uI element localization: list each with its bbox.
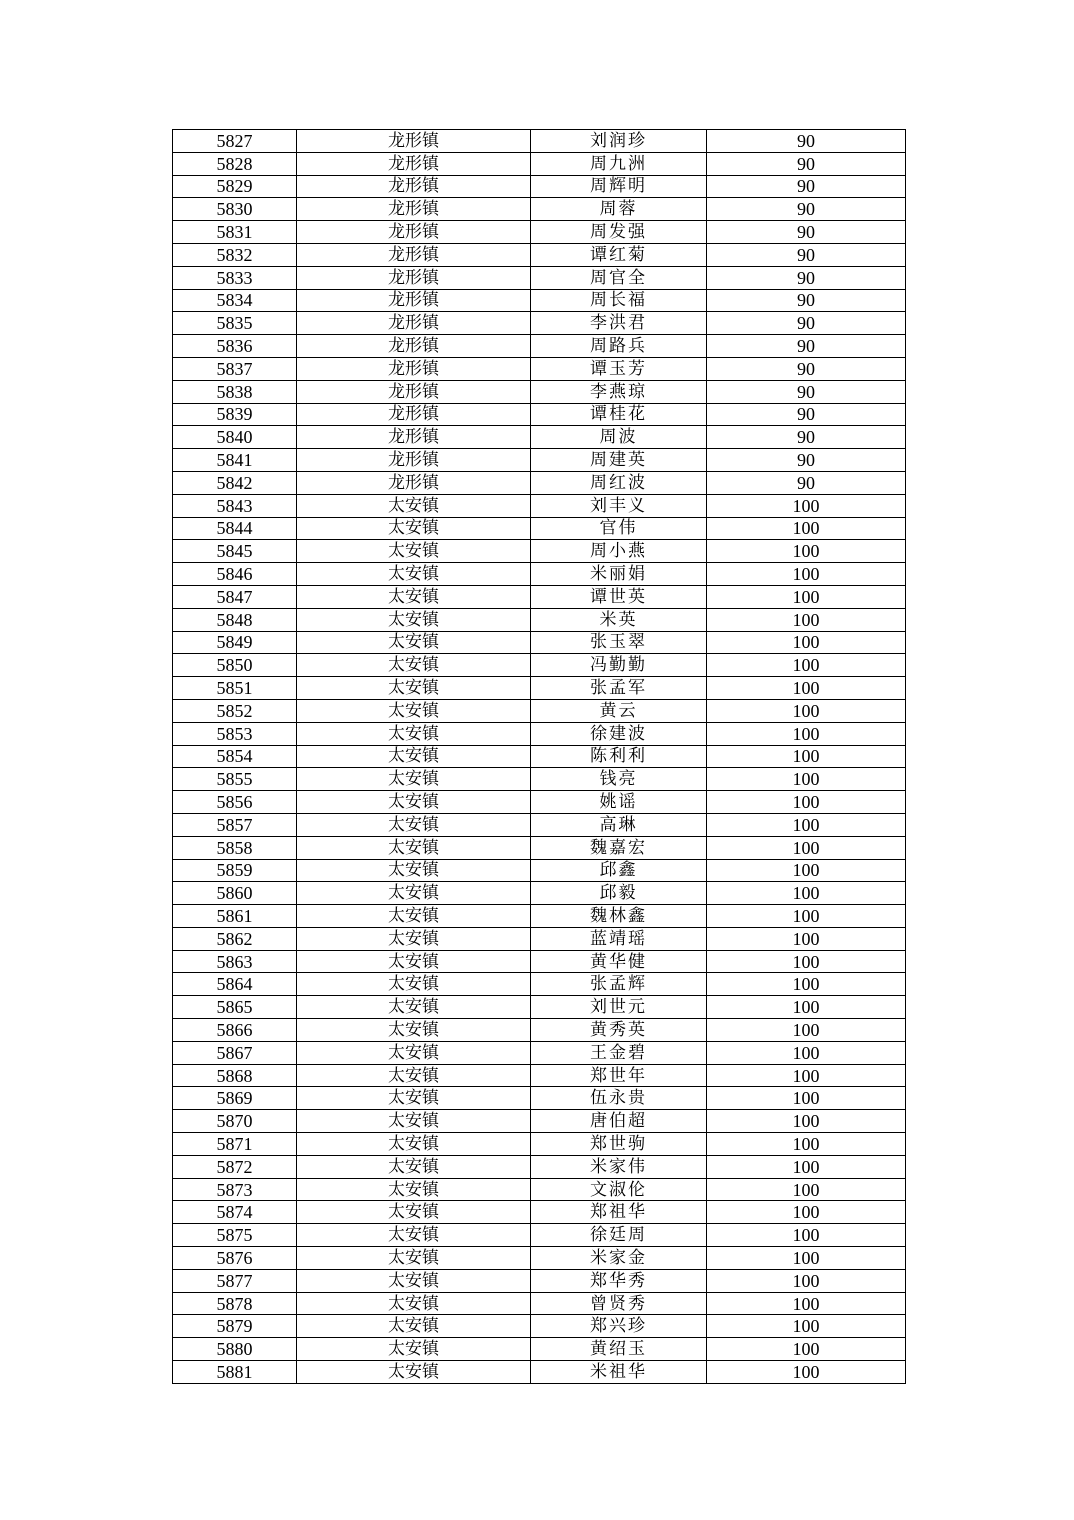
town-name-cell: 太安镇: [297, 1019, 531, 1042]
amount-cell: 90: [707, 426, 906, 449]
amount-cell: 90: [707, 152, 906, 175]
amount-cell: 90: [707, 471, 906, 494]
amount-cell: 100: [707, 973, 906, 996]
town-name-cell: 太安镇: [297, 1110, 531, 1133]
table-row: [173, 1133, 906, 1156]
amount-cell: 90: [707, 357, 906, 380]
amount-cell: 100: [707, 996, 906, 1019]
person-name-cell: 周长福: [531, 289, 707, 312]
person-name-cell: 魏嘉宏: [531, 836, 707, 859]
amount-cell: 100: [707, 699, 906, 722]
row-number-cell: 5831: [173, 221, 297, 244]
town-name-cell: 太安镇: [297, 882, 531, 905]
amount-cell: 100: [707, 882, 906, 905]
table-row: [173, 768, 906, 791]
town-name-cell: 龙形镇: [297, 243, 531, 266]
person-name-cell: 米家伟: [531, 1155, 707, 1178]
person-name-cell: 邱鑫: [531, 859, 707, 882]
person-name-cell: 周波: [531, 426, 707, 449]
town-name-cell: 太安镇: [297, 1201, 531, 1224]
table-row: [173, 426, 906, 449]
row-number-cell: 5836: [173, 335, 297, 358]
person-name-cell: 周蓉: [531, 198, 707, 221]
row-number-cell: 5833: [173, 266, 297, 289]
row-number-cell: 5838: [173, 380, 297, 403]
table-row: [173, 494, 906, 517]
amount-cell: 100: [707, 745, 906, 768]
town-name-cell: 太安镇: [297, 950, 531, 973]
town-name-cell: 太安镇: [297, 768, 531, 791]
table-row: [173, 130, 906, 153]
town-name-cell: 太安镇: [297, 1155, 531, 1178]
table-row: [173, 927, 906, 950]
table-row: [173, 1064, 906, 1087]
person-name-cell: 谭世英: [531, 585, 707, 608]
person-name-cell: 高琳: [531, 813, 707, 836]
town-name-cell: 太安镇: [297, 540, 531, 563]
amount-cell: 90: [707, 130, 906, 153]
person-name-cell: 王金碧: [531, 1041, 707, 1064]
person-name-cell: 官伟: [531, 517, 707, 540]
table-row: [173, 950, 906, 973]
amount-cell: 90: [707, 221, 906, 244]
row-number-cell: 5847: [173, 585, 297, 608]
person-name-cell: 米祖华: [531, 1361, 707, 1384]
amount-cell: 100: [707, 1087, 906, 1110]
amount-cell: 90: [707, 289, 906, 312]
amount-cell: 100: [707, 677, 906, 700]
person-name-cell: 钱亮: [531, 768, 707, 791]
table-row: [173, 1247, 906, 1270]
row-number-cell: 5877: [173, 1269, 297, 1292]
row-number-cell: 5844: [173, 517, 297, 540]
table-row: [173, 335, 906, 358]
table-row: [173, 266, 906, 289]
amount-cell: 100: [707, 654, 906, 677]
row-number-cell: 5843: [173, 494, 297, 517]
town-name-cell: 太安镇: [297, 517, 531, 540]
amount-cell: 100: [707, 1361, 906, 1384]
person-name-cell: 谭红菊: [531, 243, 707, 266]
row-number-cell: 5827: [173, 130, 297, 153]
table-row: [173, 1315, 906, 1338]
town-name-cell: 太安镇: [297, 813, 531, 836]
person-name-cell: 张玉翠: [531, 631, 707, 654]
row-number-cell: 5830: [173, 198, 297, 221]
person-name-cell: 郑华秀: [531, 1269, 707, 1292]
town-name-cell: 龙形镇: [297, 130, 531, 153]
person-name-cell: 周红波: [531, 471, 707, 494]
person-name-cell: 黄华健: [531, 950, 707, 973]
table-row: [173, 882, 906, 905]
person-name-cell: 黄云: [531, 699, 707, 722]
table-row: [173, 449, 906, 472]
row-number-cell: 5848: [173, 608, 297, 631]
row-number-cell: 5871: [173, 1133, 297, 1156]
row-number-cell: 5859: [173, 859, 297, 882]
person-name-cell: 米英: [531, 608, 707, 631]
table-row: [173, 677, 906, 700]
row-number-cell: 5841: [173, 449, 297, 472]
amount-cell: 100: [707, 563, 906, 586]
town-name-cell: 太安镇: [297, 1087, 531, 1110]
amount-cell: 100: [707, 1224, 906, 1247]
row-number-cell: 5875: [173, 1224, 297, 1247]
amount-cell: 100: [707, 517, 906, 540]
amount-cell: 100: [707, 1133, 906, 1156]
amount-cell: 100: [707, 768, 906, 791]
table-row: [173, 1155, 906, 1178]
table-row: [173, 471, 906, 494]
row-number-cell: 5879: [173, 1315, 297, 1338]
row-number-cell: 5840: [173, 426, 297, 449]
table-row: [173, 1361, 906, 1384]
amount-cell: 100: [707, 859, 906, 882]
town-name-cell: 太安镇: [297, 494, 531, 517]
table-row: [173, 813, 906, 836]
table-row: [173, 973, 906, 996]
table-row: [173, 631, 906, 654]
person-name-cell: 刘润珍: [531, 130, 707, 153]
town-name-cell: 太安镇: [297, 585, 531, 608]
data-table: [172, 129, 906, 1384]
table-row: [173, 699, 906, 722]
row-number-cell: 5857: [173, 813, 297, 836]
table-row: [173, 380, 906, 403]
person-name-cell: 冯勤勤: [531, 654, 707, 677]
person-name-cell: 周辉明: [531, 175, 707, 198]
person-name-cell: 曾贤秀: [531, 1292, 707, 1315]
person-name-cell: 刘世元: [531, 996, 707, 1019]
amount-cell: 100: [707, 1292, 906, 1315]
amount-cell: 100: [707, 494, 906, 517]
row-number-cell: 5862: [173, 927, 297, 950]
table-row: [173, 654, 906, 677]
table-row: [173, 1338, 906, 1361]
person-name-cell: 周九洲: [531, 152, 707, 175]
amount-cell: 100: [707, 813, 906, 836]
table-row: [173, 608, 906, 631]
amount-cell: 100: [707, 836, 906, 859]
amount-cell: 90: [707, 335, 906, 358]
person-name-cell: 邱毅: [531, 882, 707, 905]
row-number-cell: 5839: [173, 403, 297, 426]
person-name-cell: 蓝靖瑶: [531, 927, 707, 950]
table-row: [173, 175, 906, 198]
table-row: [173, 859, 906, 882]
person-name-cell: 米家金: [531, 1247, 707, 1270]
person-name-cell: 米丽娟: [531, 563, 707, 586]
amount-cell: 90: [707, 266, 906, 289]
row-number-cell: 5846: [173, 563, 297, 586]
amount-cell: 90: [707, 380, 906, 403]
amount-cell: 100: [707, 1041, 906, 1064]
town-name-cell: 太安镇: [297, 1247, 531, 1270]
town-name-cell: 龙形镇: [297, 380, 531, 403]
table-row: [173, 312, 906, 335]
row-number-cell: 5853: [173, 722, 297, 745]
person-name-cell: 刘丰义: [531, 494, 707, 517]
row-number-cell: 5867: [173, 1041, 297, 1064]
row-number-cell: 5865: [173, 996, 297, 1019]
town-name-cell: 太安镇: [297, 1315, 531, 1338]
amount-cell: 100: [707, 1315, 906, 1338]
amount-cell: 100: [707, 1178, 906, 1201]
town-name-cell: 太安镇: [297, 1064, 531, 1087]
town-name-cell: 太安镇: [297, 631, 531, 654]
row-number-cell: 5878: [173, 1292, 297, 1315]
table-row: [173, 585, 906, 608]
person-name-cell: 张孟军: [531, 677, 707, 700]
person-name-cell: 魏林鑫: [531, 905, 707, 928]
amount-cell: 100: [707, 1110, 906, 1133]
town-name-cell: 太安镇: [297, 1338, 531, 1361]
amount-cell: 90: [707, 243, 906, 266]
person-name-cell: 郑世驹: [531, 1133, 707, 1156]
row-number-cell: 5869: [173, 1087, 297, 1110]
amount-cell: 100: [707, 1019, 906, 1042]
row-number-cell: 5874: [173, 1201, 297, 1224]
town-name-cell: 太安镇: [297, 608, 531, 631]
amount-cell: 100: [707, 722, 906, 745]
town-name-cell: 龙形镇: [297, 449, 531, 472]
person-name-cell: 周路兵: [531, 335, 707, 358]
row-number-cell: 5852: [173, 699, 297, 722]
person-name-cell: 李洪君: [531, 312, 707, 335]
amount-cell: 100: [707, 585, 906, 608]
row-number-cell: 5828: [173, 152, 297, 175]
table-row: [173, 745, 906, 768]
amount-cell: 100: [707, 791, 906, 814]
amount-cell: 100: [707, 1247, 906, 1270]
town-name-cell: 太安镇: [297, 859, 531, 882]
person-name-cell: 张孟辉: [531, 973, 707, 996]
person-name-cell: 李燕琼: [531, 380, 707, 403]
row-number-cell: 5834: [173, 289, 297, 312]
amount-cell: 90: [707, 449, 906, 472]
table-row: [173, 791, 906, 814]
town-name-cell: 龙形镇: [297, 471, 531, 494]
table-row: [173, 357, 906, 380]
table-row: [173, 1201, 906, 1224]
row-number-cell: 5861: [173, 905, 297, 928]
row-number-cell: 5849: [173, 631, 297, 654]
town-name-cell: 太安镇: [297, 677, 531, 700]
town-name-cell: 太安镇: [297, 699, 531, 722]
row-number-cell: 5868: [173, 1064, 297, 1087]
row-number-cell: 5851: [173, 677, 297, 700]
person-name-cell: 周小燕: [531, 540, 707, 563]
row-number-cell: 5870: [173, 1110, 297, 1133]
amount-cell: 100: [707, 1155, 906, 1178]
amount-cell: 100: [707, 1201, 906, 1224]
amount-cell: 100: [707, 608, 906, 631]
person-name-cell: 徐廷周: [531, 1224, 707, 1247]
row-number-cell: 5864: [173, 973, 297, 996]
table-row: [173, 1224, 906, 1247]
town-name-cell: 龙形镇: [297, 175, 531, 198]
table-row: [173, 722, 906, 745]
table-row: [173, 221, 906, 244]
person-name-cell: 姚谣: [531, 791, 707, 814]
table-row: [173, 1292, 906, 1315]
town-name-cell: 龙形镇: [297, 335, 531, 358]
town-name-cell: 龙形镇: [297, 221, 531, 244]
person-name-cell: 周建英: [531, 449, 707, 472]
table-row: [173, 198, 906, 221]
amount-cell: 100: [707, 905, 906, 928]
person-name-cell: 文淑伦: [531, 1178, 707, 1201]
town-name-cell: 太安镇: [297, 745, 531, 768]
town-name-cell: 龙形镇: [297, 312, 531, 335]
amount-cell: 90: [707, 312, 906, 335]
town-name-cell: 太安镇: [297, 563, 531, 586]
table-row: [173, 836, 906, 859]
town-name-cell: 太安镇: [297, 973, 531, 996]
row-number-cell: 5858: [173, 836, 297, 859]
person-name-cell: 周发强: [531, 221, 707, 244]
town-name-cell: 太安镇: [297, 1133, 531, 1156]
amount-cell: 100: [707, 540, 906, 563]
amount-cell: 100: [707, 631, 906, 654]
row-number-cell: 5855: [173, 768, 297, 791]
table-row: [173, 996, 906, 1019]
town-name-cell: 龙形镇: [297, 152, 531, 175]
person-name-cell: 黄绍玉: [531, 1338, 707, 1361]
amount-cell: 100: [707, 927, 906, 950]
amount-cell: 100: [707, 1338, 906, 1361]
town-name-cell: 太安镇: [297, 1361, 531, 1384]
table-row: [173, 563, 906, 586]
amount-cell: 100: [707, 1064, 906, 1087]
person-name-cell: 郑兴珍: [531, 1315, 707, 1338]
person-name-cell: 唐伯超: [531, 1110, 707, 1133]
town-name-cell: 太安镇: [297, 1224, 531, 1247]
town-name-cell: 太安镇: [297, 1269, 531, 1292]
person-name-cell: 谭桂花: [531, 403, 707, 426]
row-number-cell: 5835: [173, 312, 297, 335]
town-name-cell: 太安镇: [297, 927, 531, 950]
row-number-cell: 5856: [173, 791, 297, 814]
person-name-cell: 黄秀英: [531, 1019, 707, 1042]
town-name-cell: 龙形镇: [297, 266, 531, 289]
person-name-cell: 郑世年: [531, 1064, 707, 1087]
table-row: [173, 289, 906, 312]
person-name-cell: 陈利利: [531, 745, 707, 768]
town-name-cell: 太安镇: [297, 1292, 531, 1315]
town-name-cell: 龙形镇: [297, 357, 531, 380]
town-name-cell: 太安镇: [297, 1178, 531, 1201]
row-number-cell: 5880: [173, 1338, 297, 1361]
row-number-cell: 5872: [173, 1155, 297, 1178]
town-name-cell: 太安镇: [297, 654, 531, 677]
town-name-cell: 太安镇: [297, 905, 531, 928]
table-row: [173, 1041, 906, 1064]
person-name-cell: 郑祖华: [531, 1201, 707, 1224]
row-number-cell: 5881: [173, 1361, 297, 1384]
person-name-cell: 周官全: [531, 266, 707, 289]
town-name-cell: 太安镇: [297, 996, 531, 1019]
table-row: [173, 1087, 906, 1110]
person-name-cell: 徐建波: [531, 722, 707, 745]
row-number-cell: 5860: [173, 882, 297, 905]
amount-cell: 90: [707, 403, 906, 426]
amount-cell: 90: [707, 198, 906, 221]
table-row: [173, 403, 906, 426]
row-number-cell: 5876: [173, 1247, 297, 1270]
row-number-cell: 5863: [173, 950, 297, 973]
town-name-cell: 太安镇: [297, 791, 531, 814]
table-row: [173, 540, 906, 563]
town-name-cell: 龙形镇: [297, 403, 531, 426]
row-number-cell: 5850: [173, 654, 297, 677]
person-name-cell: 伍永贵: [531, 1087, 707, 1110]
row-number-cell: 5854: [173, 745, 297, 768]
row-number-cell: 5837: [173, 357, 297, 380]
amount-cell: 100: [707, 950, 906, 973]
town-name-cell: 太安镇: [297, 836, 531, 859]
table-row: [173, 152, 906, 175]
row-number-cell: 5829: [173, 175, 297, 198]
row-number-cell: 5845: [173, 540, 297, 563]
row-number-cell: 5832: [173, 243, 297, 266]
table-row: [173, 905, 906, 928]
table-row: [173, 1110, 906, 1133]
table-row: [173, 517, 906, 540]
town-name-cell: 龙形镇: [297, 426, 531, 449]
table-body: [173, 130, 906, 1384]
amount-cell: 100: [707, 1269, 906, 1292]
town-name-cell: 太安镇: [297, 722, 531, 745]
table-row: [173, 1178, 906, 1201]
amount-cell: 90: [707, 175, 906, 198]
table-row: [173, 1019, 906, 1042]
town-name-cell: 龙形镇: [297, 289, 531, 312]
town-name-cell: 太安镇: [297, 1041, 531, 1064]
row-number-cell: 5842: [173, 471, 297, 494]
row-number-cell: 5866: [173, 1019, 297, 1042]
town-name-cell: 龙形镇: [297, 198, 531, 221]
row-number-cell: 5873: [173, 1178, 297, 1201]
table-row: [173, 1269, 906, 1292]
table-row: [173, 243, 906, 266]
person-name-cell: 谭玉芳: [531, 357, 707, 380]
